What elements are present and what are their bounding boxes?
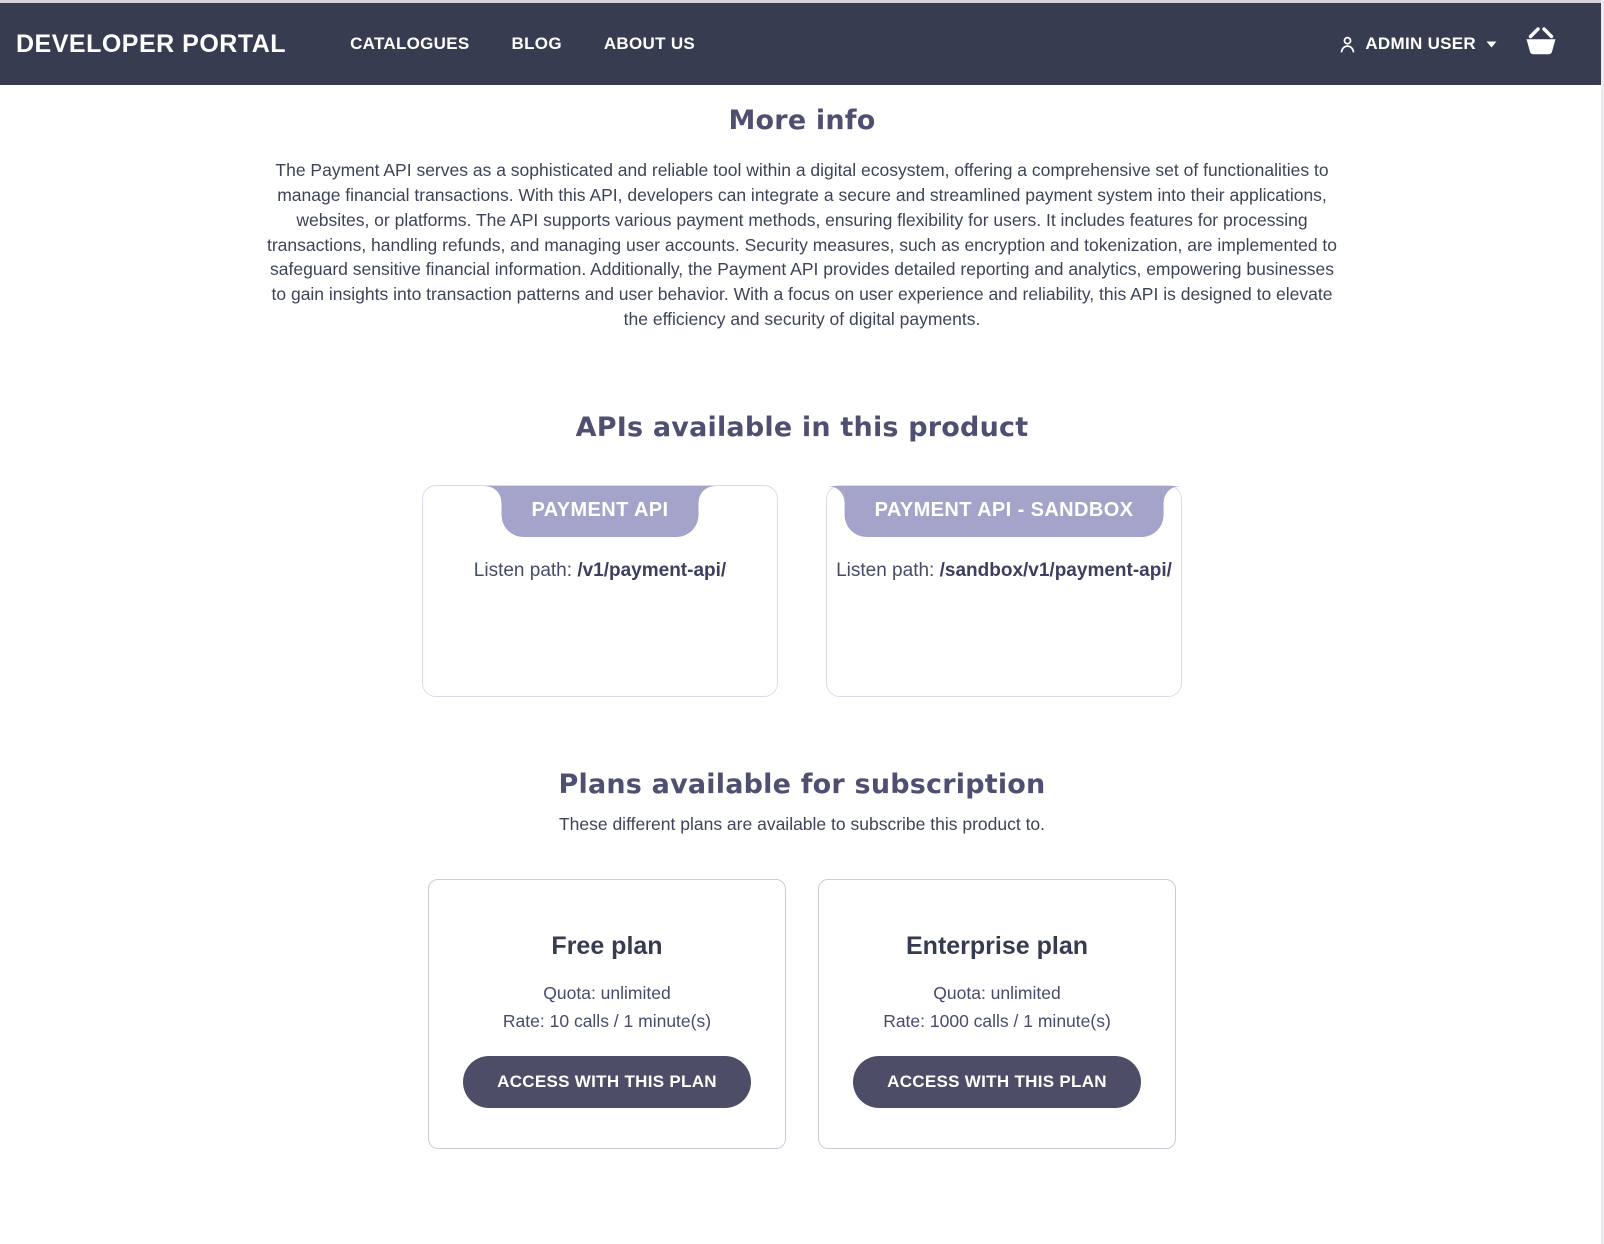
main-content: [0, 105, 1604, 1149]
access-with-this-plan-button[interactable]: ACCESS WITH THIS PLAN: [463, 1056, 751, 1108]
listen-path: [423, 560, 777, 582]
api-cards-row: [0, 485, 1604, 697]
user-menu-dropdown[interactable]: [1337, 34, 1498, 55]
plan-quota: Quota: unlimited: [543, 982, 671, 1003]
user-icon: [1337, 34, 1358, 55]
listen-path-label: Listen path:: [836, 559, 940, 581]
plan-name: Enterprise plan: [906, 931, 1088, 960]
plans-section-subtitle: These different plans are available to subscribe this product to.: [558, 813, 1046, 834]
plan-quota: Quota: unlimited: [933, 982, 1061, 1003]
plan-rate: Rate: 10 calls / 1 minute(s): [502, 1010, 712, 1031]
access-with-this-plan-button[interactable]: ACCESS WITH THIS PLAN: [853, 1056, 1141, 1108]
plan-name: Free plan: [551, 931, 663, 960]
product-description: The Payment API serves as a sophisticated and reliable tool within a digital ecosystem, offering a comprehensive set of functionalities to manage financial transactions. With this API, developers can integrate a secure and streamlined payment system into their applications, websites, or platforms. The API supports various payment methods, ensuring flexibility for users. It includes features for processing transactions, handling refunds, and managing user accounts. Security measures, such as encryption and tokenization, are implemented to safeguard sensitive financial information. Additionally, the Payment API provides detailed reporting and analytics, empowering businesses to gain insights into transaction patterns and user behavior. With a focus on user experience and reliability, this API is designed to elevate the efficiency and security of digital payments.: [266, 160, 1338, 330]
nav-links: [350, 34, 695, 54]
plans-section-title: Plans available for subscription: [558, 768, 1046, 800]
plan-card-enterprise: [818, 879, 1176, 1149]
cart-button[interactable]: [1524, 26, 1558, 63]
plan-rate: Rate: 1000 calls / 1 minute(s): [883, 1010, 1111, 1031]
brand-title[interactable]: DEVELOPER PORTAL: [16, 29, 287, 58]
apis-section-title: APIs available in this product: [575, 411, 1029, 443]
listen-path-value: /sandbox/v1/payment-api/: [939, 559, 1172, 581]
api-card-payment-sandbox: [826, 485, 1182, 697]
api-name-badge: PAYMENT API: [501, 486, 698, 537]
navbar: [0, 3, 1604, 85]
chevron-down-icon: [1485, 40, 1498, 49]
nav-item-about-us[interactable]: ABOUT US: [603, 34, 696, 53]
basket-icon: [1524, 26, 1558, 63]
api-name-badge: PAYMENT API - SANDBOX: [845, 486, 1164, 537]
listen-path-value: /v1/payment-api/: [577, 559, 727, 581]
more-info-title: More info: [728, 105, 876, 136]
listen-path: [827, 560, 1181, 582]
user-name-label: ADMIN USER: [1365, 34, 1476, 53]
nav-item-blog[interactable]: BLOG: [511, 34, 562, 53]
navbar-right: [1337, 26, 1558, 63]
plan-card-free: [428, 879, 786, 1149]
plan-cards-row: [0, 879, 1604, 1149]
listen-path-label: Listen path:: [473, 559, 578, 581]
nav-item-catalogues[interactable]: CATALOGUES: [350, 34, 470, 53]
api-card-payment: [422, 485, 778, 697]
